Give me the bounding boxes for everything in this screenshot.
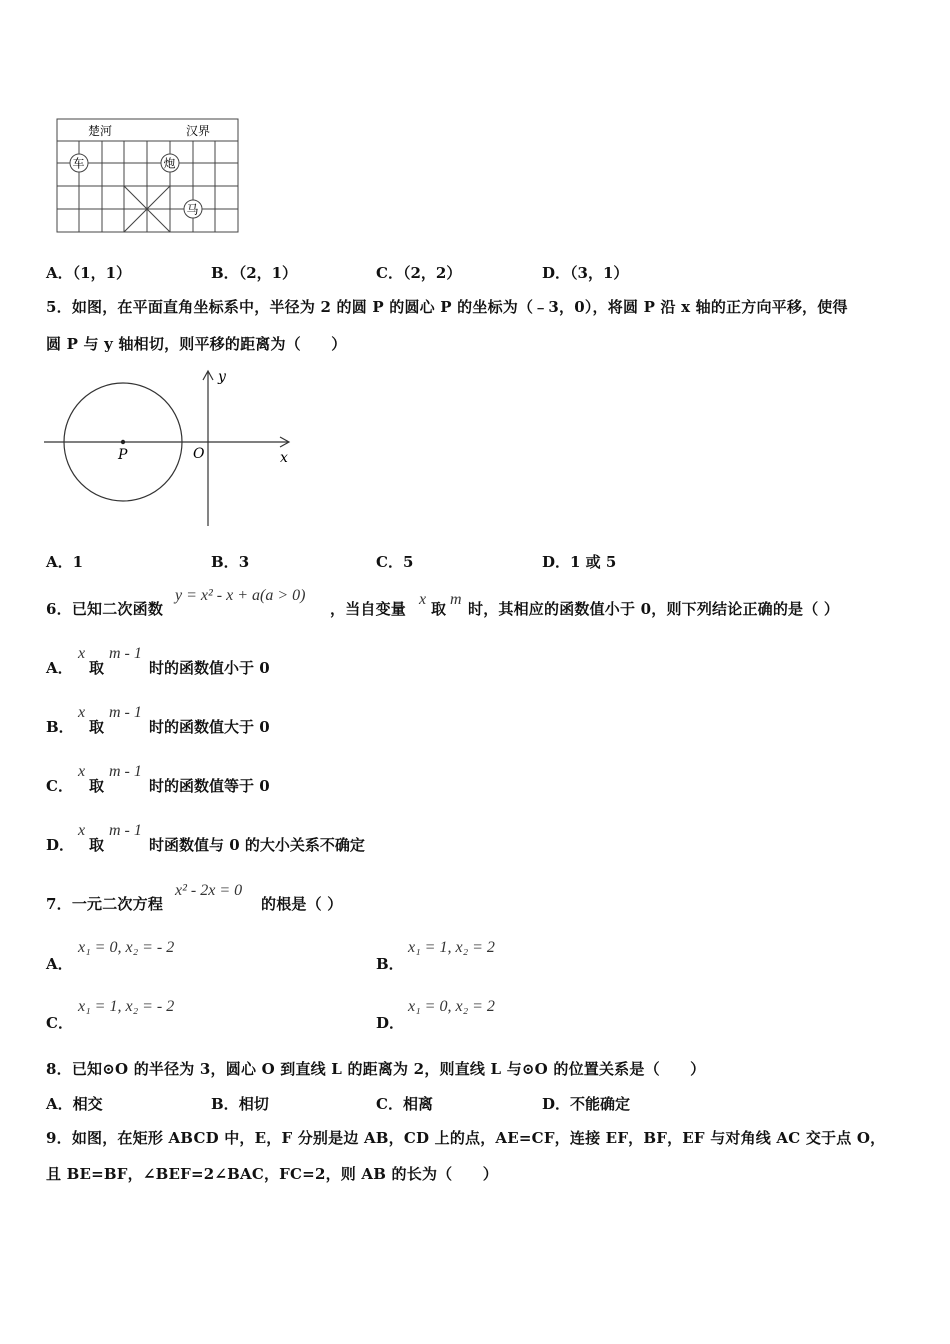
q4-option-c[interactable]: C．（2，2）: [376, 264, 462, 282]
q6-option-d-x: x: [78, 822, 86, 839]
q9-stem-line2: 且 BE=BF，∠BEF=2∠BAC，FC=2，则 AB 的长为（ ）: [46, 1165, 498, 1183]
q6-option-c-take: 取: [89, 777, 105, 795]
q6-option-a-x: x: [78, 645, 86, 662]
q6-option-d-text: 时函数值与 0 的大小关系不确定: [149, 836, 365, 854]
q6-suffix: 时，其相应的函数值小于 0，则下列结论正确的是（ ）: [468, 600, 840, 618]
q8-option-c[interactable]: C．相离: [376, 1095, 433, 1113]
piece-ma: [184, 200, 202, 218]
board-label-chuhe: 楚河: [88, 124, 113, 138]
q6-option-d-expr: m - 1: [109, 822, 142, 839]
axis-label-y: y: [218, 369, 226, 385]
q6-function-expr: y = x² - x + a(a > 0): [175, 587, 306, 604]
q6-var-x: x: [419, 591, 427, 608]
q7-option-b-expr: x₁ = 1, x₂ = 2: [408, 939, 495, 956]
q6-option-a-expr: m - 1: [109, 645, 142, 662]
svg-text:炮: 炮: [163, 156, 176, 171]
q6-option-b-take: 取: [89, 718, 105, 736]
center-label-p: P: [118, 447, 128, 463]
q8-option-b[interactable]: B．相切: [211, 1095, 269, 1113]
q7-suffix: 的根是（ ）: [261, 895, 343, 913]
q8-option-d[interactable]: D．不能确定: [542, 1095, 631, 1113]
q5-stem-line2: 圆 P 与 y 轴相切，则平移的距离为（ ）: [46, 335, 347, 353]
q6-option-c-text: 时的函数值等于 0: [149, 777, 270, 795]
q7-option-d-expr: x₁ = 0, x₂ = 2: [408, 998, 495, 1015]
svg-text:车: 车: [72, 156, 85, 171]
q5-option-b[interactable]: B．3: [211, 553, 250, 571]
q7-option-a-expr: x₁ = 0, x₂ = - 2: [78, 939, 175, 956]
q5-option-c[interactable]: C．5: [376, 553, 414, 571]
q8-option-a[interactable]: A．相交: [46, 1095, 103, 1113]
q6-option-a-text: 时的函数值小于 0: [149, 659, 270, 677]
q7-option-a-letter[interactable]: A．: [46, 955, 73, 973]
q8-stem: 8．已知⊙O 的半径为 3，圆心 O 到直线 L 的距离为 2，则直线 L 与⊙O 的位置关系是（ ）: [46, 1060, 706, 1078]
circle-coordinate-figure: [42, 366, 298, 532]
q6-option-c-x: x: [78, 763, 86, 780]
center-point-p: [121, 440, 125, 444]
q6-option-a-take: 取: [89, 659, 105, 677]
q6-option-b-expr: m - 1: [109, 704, 142, 721]
q6-option-a-letter[interactable]: A．: [46, 659, 73, 677]
q7-prefix: 7．一元二次方程: [46, 895, 164, 913]
q4-option-b[interactable]: B．（2，1）: [211, 264, 298, 282]
chess-board-figure: [56, 118, 240, 234]
svg-text:马: 马: [186, 202, 199, 217]
board-label-hanjie: 汉界: [186, 124, 211, 138]
q7-option-b-letter[interactable]: B．: [376, 955, 404, 973]
q6-prefix: 6．已知二次函数: [46, 600, 164, 618]
q7-equation: x² - 2x = 0: [175, 882, 243, 899]
q6-option-b-letter[interactable]: B．: [46, 718, 74, 736]
q6-mid1: ，当自变量: [330, 600, 407, 618]
q6-option-d-take: 取: [89, 836, 105, 854]
q6-mid2: 取: [431, 600, 447, 618]
q5-option-d[interactable]: D．1 或 5: [542, 553, 617, 571]
q6-var-m: m: [450, 591, 462, 608]
piece-pao: [161, 154, 179, 172]
q7-option-c-expr: x₁ = 1, x₂ = - 2: [78, 998, 175, 1015]
q4-option-a[interactable]: A．（1，1）: [46, 264, 132, 282]
origin-label-o: O: [193, 446, 205, 462]
q5-option-a[interactable]: A．1: [46, 553, 84, 571]
q6-option-c-letter[interactable]: C．: [46, 777, 73, 795]
q7-option-c-letter[interactable]: C．: [46, 1014, 73, 1032]
axis-label-x: x: [280, 450, 288, 466]
q6-option-d-letter[interactable]: D．: [46, 836, 75, 854]
q4-option-d[interactable]: D．（3，1）: [542, 264, 629, 282]
piece-che: [70, 154, 88, 172]
q9-stem-line1: 9．如图，在矩形 ABCD 中，E，F 分别是边 AB，CD 上的点，AE=CF，连接 EF，BF，EF 与对角线 AC 交于点 O，: [46, 1129, 886, 1147]
q6-option-b-text: 时的函数值大于 0: [149, 718, 270, 736]
q6-option-b-x: x: [78, 704, 86, 721]
q5-stem-line1: 5．如图，在平面直角坐标系中，半径为 2 的圆 P 的圆心 P 的坐标为（﹣3，0），将圆 P 沿 x 轴的正方向平移，使得: [46, 298, 848, 316]
q7-option-d-letter[interactable]: D．: [376, 1014, 405, 1032]
q6-option-c-expr: m - 1: [109, 763, 142, 780]
